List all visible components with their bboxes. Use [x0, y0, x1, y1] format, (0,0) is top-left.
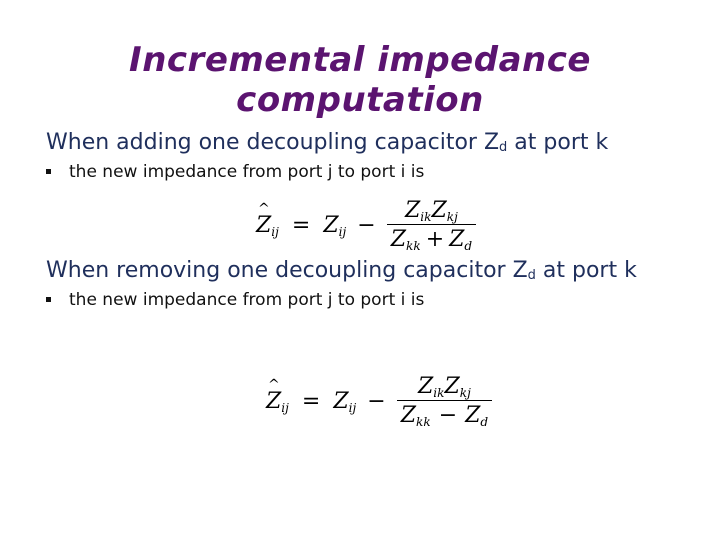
- add-formula-fraction: [387, 198, 476, 253]
- add-heading-sub: d: [499, 140, 508, 155]
- remove-formula-fraction: [397, 374, 492, 429]
- add-formula-lhs: ^ Zij: [256, 200, 279, 239]
- bullet-marker: [46, 297, 51, 302]
- remove-formula-z1: Zij: [333, 388, 357, 415]
- remove-bullet: [46, 290, 424, 310]
- remove-heading-pre: When removing one decoupling capacitor Z: [46, 258, 528, 283]
- hat-accent: ^: [268, 376, 280, 393]
- fraction-denominator: Zkk − Zd: [397, 400, 492, 429]
- slide-title: Incremental impedance computation: [129, 40, 591, 120]
- remove-heading: [46, 258, 637, 283]
- add-bullet-text: the new impedance from port j to port i is: [69, 162, 425, 182]
- remove-formula: [266, 374, 492, 429]
- fraction-numerator: ZikZkj: [418, 374, 471, 401]
- minus-sign: −: [357, 213, 376, 239]
- hat-accent: ^: [258, 200, 270, 217]
- fraction-numerator: ZikZkj: [405, 198, 458, 225]
- remove-heading-sub: d: [527, 268, 536, 283]
- fraction-denominator: Zkk + Zd: [387, 224, 476, 253]
- minus-sign: −: [367, 389, 386, 415]
- add-formula-z1: Zij: [323, 212, 347, 239]
- add-heading-pre: When adding one decoupling capacitor Z: [46, 130, 500, 155]
- add-formula: [256, 198, 476, 253]
- equals-sign: =: [291, 213, 311, 239]
- remove-bullet-text: the new impedance from port j to port i is: [69, 290, 425, 310]
- add-heading-post: at port k: [507, 130, 609, 155]
- remove-heading-post: at port k: [535, 258, 637, 283]
- remove-formula-lhs: ^ Zij: [266, 376, 289, 415]
- add-bullet: [46, 162, 424, 182]
- equals-sign: =: [301, 389, 321, 415]
- add-heading: [46, 130, 608, 155]
- bullet-marker: [46, 169, 51, 174]
